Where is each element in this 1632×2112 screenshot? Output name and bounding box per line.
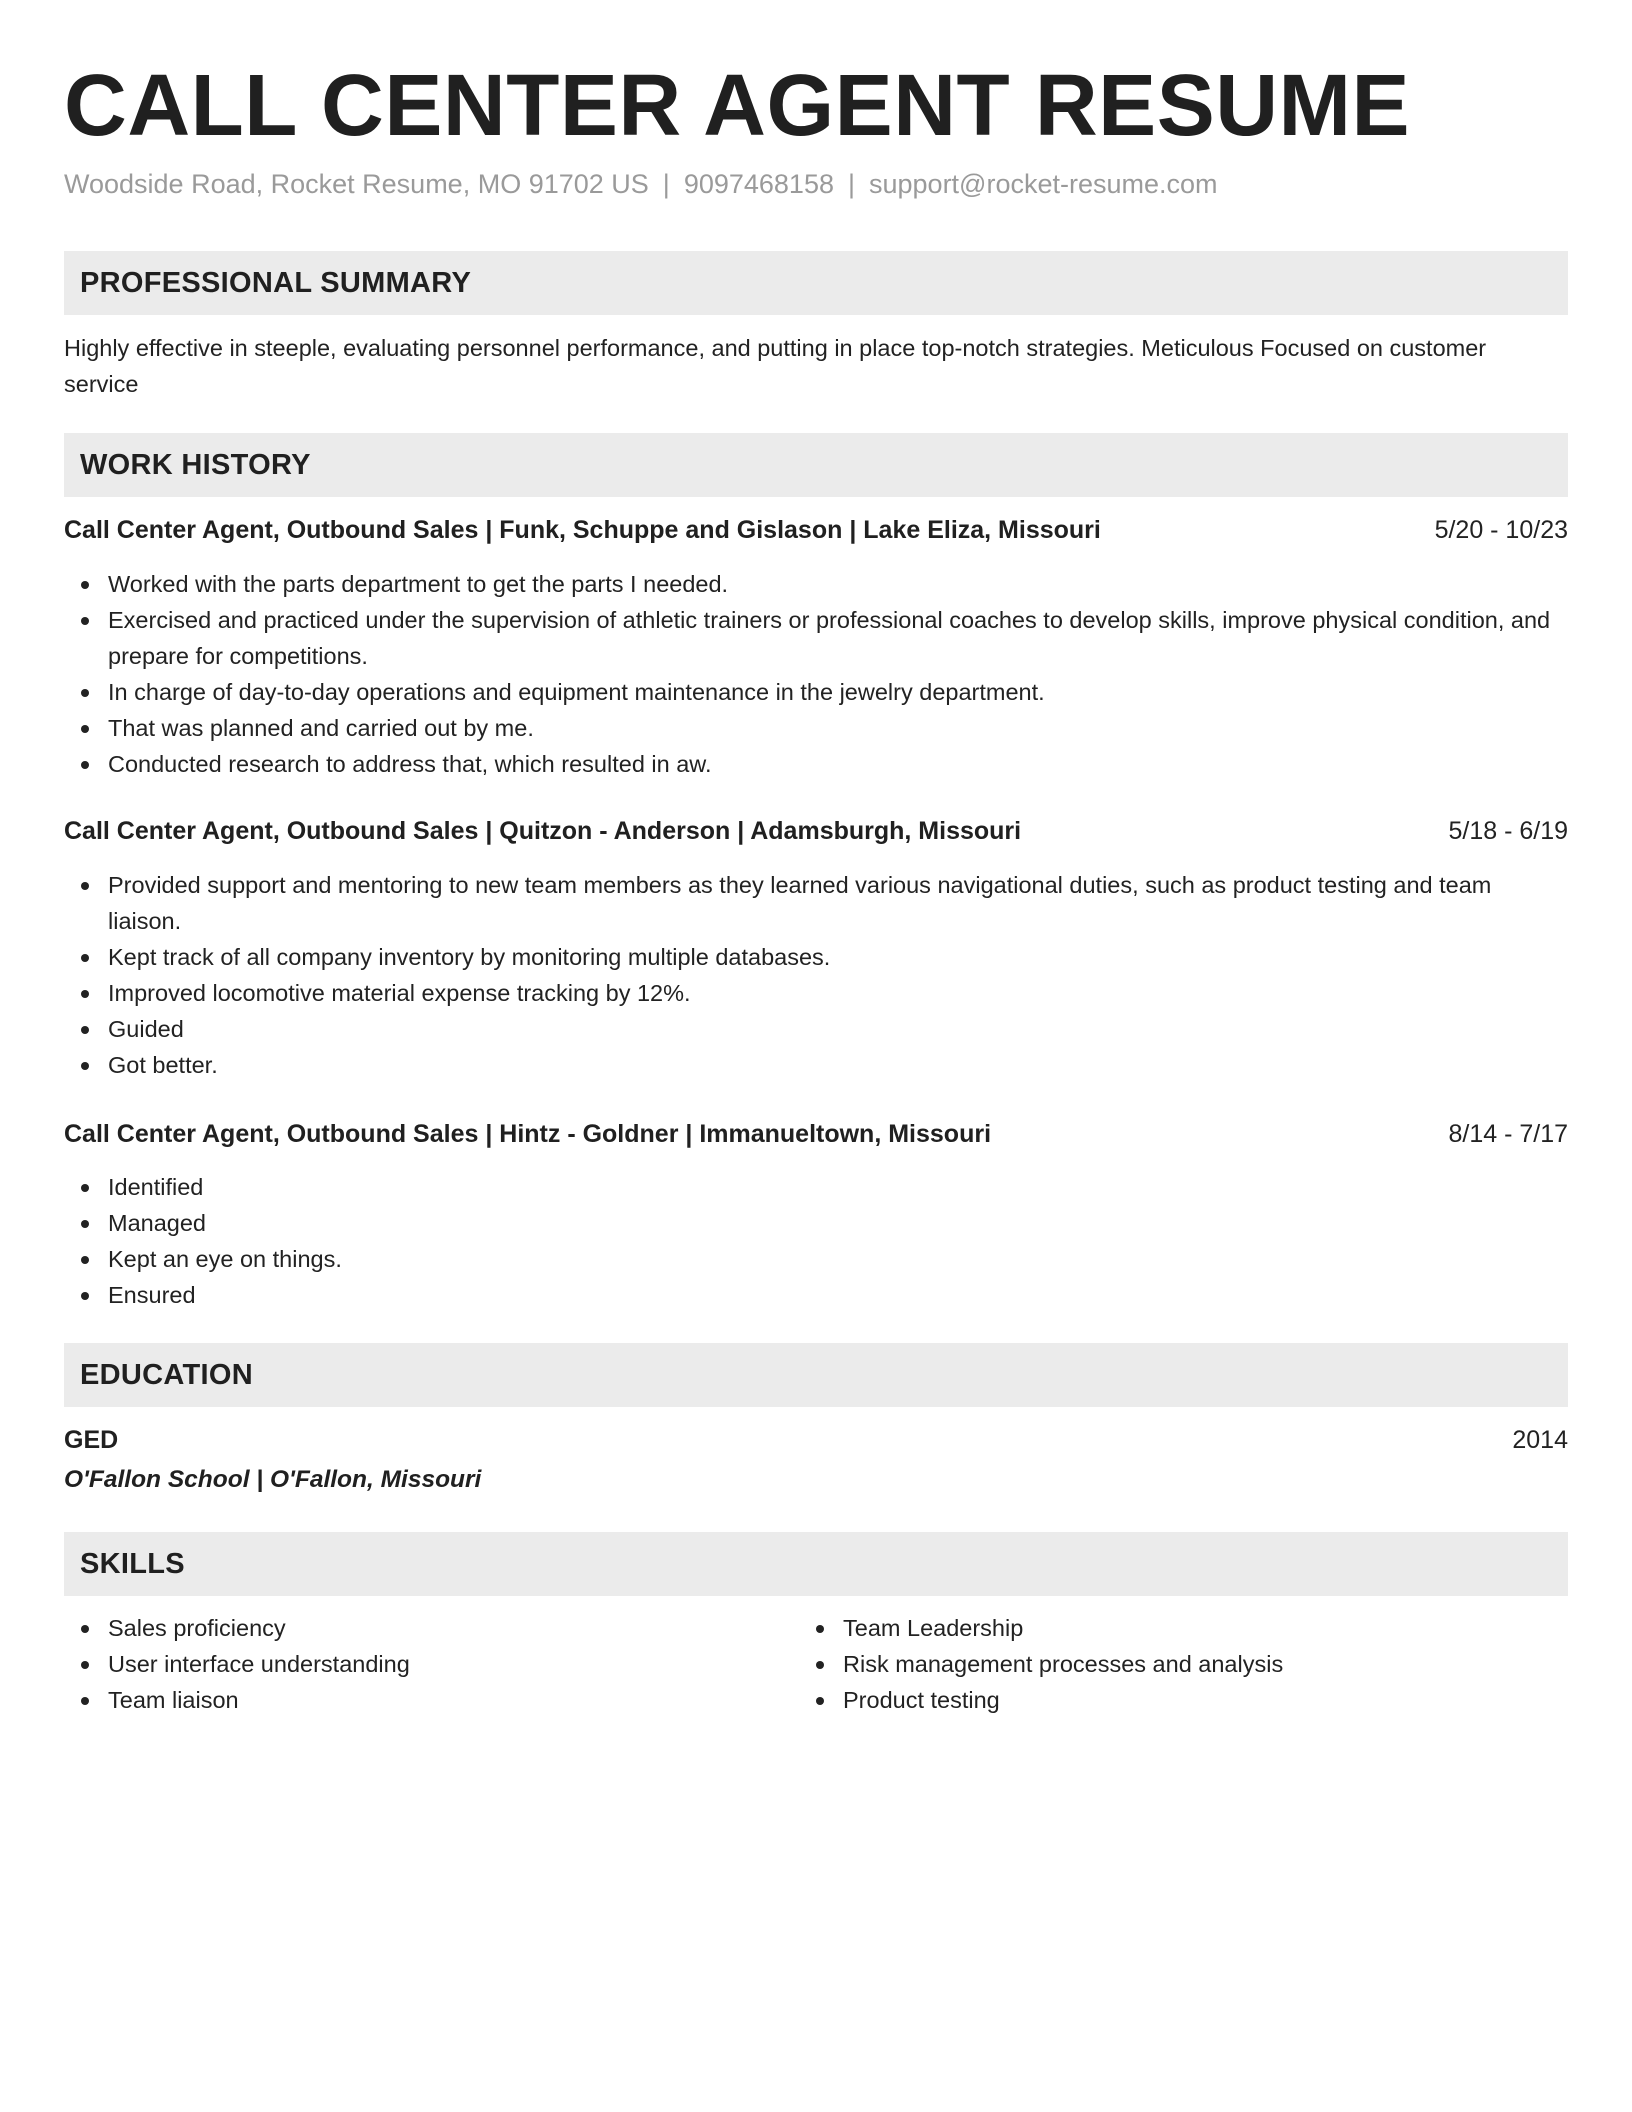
list-item: Team Leadership <box>799 1610 1632 1646</box>
section-header-education: EDUCATION <box>64 1343 1568 1407</box>
job-bullet-list <box>64 1169 1568 1313</box>
list-item: Risk management processes and analysis <box>799 1646 1632 1682</box>
list-item: Managed <box>64 1205 1568 1241</box>
job-entry-header <box>64 1116 1568 1152</box>
list-item: That was planned and carried out by me. <box>64 710 1568 746</box>
job-title: Call Center Agent, Outbound Sales | Hintz - Goldner | Immanueltown, Missouri <box>64 1120 992 1148</box>
contact-separator: | <box>847 169 855 199</box>
list-item: Guided <box>64 1011 1568 1047</box>
job-dates: 5/20 - 10/23 <box>1434 516 1568 544</box>
contact-email: support@rocket-resume.com <box>869 169 1218 199</box>
list-item: In charge of day-to-day operations and equipment maintenance in the jewelry department. <box>64 674 1568 710</box>
list-item: Worked with the parts department to get the parts I needed. <box>64 566 1568 602</box>
education-year: 2014 <box>1512 1426 1568 1454</box>
list-item: Kept track of all company inventory by monitoring multiple databases. <box>64 939 1568 975</box>
list-item: Conducted research to address that, which resulted in aw. <box>64 746 1568 782</box>
job-title: Call Center Agent, Outbound Sales | Quitzon - Anderson | Adamsburgh, Missouri <box>64 817 1022 845</box>
list-item: Product testing <box>799 1682 1632 1718</box>
section-header-skills: SKILLS <box>64 1532 1568 1596</box>
list-item: Sales proficiency <box>64 1610 1568 1646</box>
resume-title: CALL CENTER AGENT RESUME <box>64 57 1411 154</box>
list-item: Provided support and mentoring to new team members as they learned various navigational duties, such as product testing and team liaison. <box>64 867 1568 939</box>
contact-separator: | <box>662 169 670 199</box>
job-bullet-list <box>64 566 1568 782</box>
list-item: Ensured <box>64 1277 1568 1313</box>
skills-list-right <box>799 1610 1632 1718</box>
education-degree: GED <box>64 1426 119 1454</box>
list-item: Got better. <box>64 1047 1568 1083</box>
job-entry-header <box>64 813 1568 849</box>
job-entry-header <box>64 512 1568 548</box>
list-item: Kept an eye on things. <box>64 1241 1568 1277</box>
job-dates: 5/18 - 6/19 <box>1448 817 1568 845</box>
summary-text: Highly effective in steeple, evaluating personnel performance, and putting in place top-notch strategies. Meticulous Focused on customer service <box>64 335 1487 397</box>
education-entry-header <box>64 1422 1568 1458</box>
section-header-work-history: WORK HISTORY <box>64 433 1568 497</box>
list-item: Exercised and practiced under the supervision of athletic trainers or professional coaches to develop skills, improve physical condition, and prepare for competitions. <box>64 602 1568 674</box>
contact-line <box>64 166 1218 202</box>
list-item: Team liaison <box>64 1682 1568 1718</box>
section-header-summary: PROFESSIONAL SUMMARY <box>64 251 1568 315</box>
contact-phone: 9097468158 <box>683 169 834 199</box>
contact-address: Woodside Road, Rocket Resume, MO 91702 US <box>64 169 649 199</box>
job-title: Call Center Agent, Outbound Sales | Funk, Schuppe and Gislason | Lake Eliza, Missouri <box>64 516 1101 544</box>
job-dates: 8/14 - 7/17 <box>1448 1120 1568 1148</box>
list-item: Improved locomotive material expense tracking by 12%. <box>64 975 1568 1011</box>
job-bullet-list <box>64 867 1568 1083</box>
list-item: Identified <box>64 1169 1568 1205</box>
education-school: O'Fallon School | O'Fallon, Missouri <box>64 1466 482 1493</box>
list-item: User interface understanding <box>64 1646 1568 1682</box>
